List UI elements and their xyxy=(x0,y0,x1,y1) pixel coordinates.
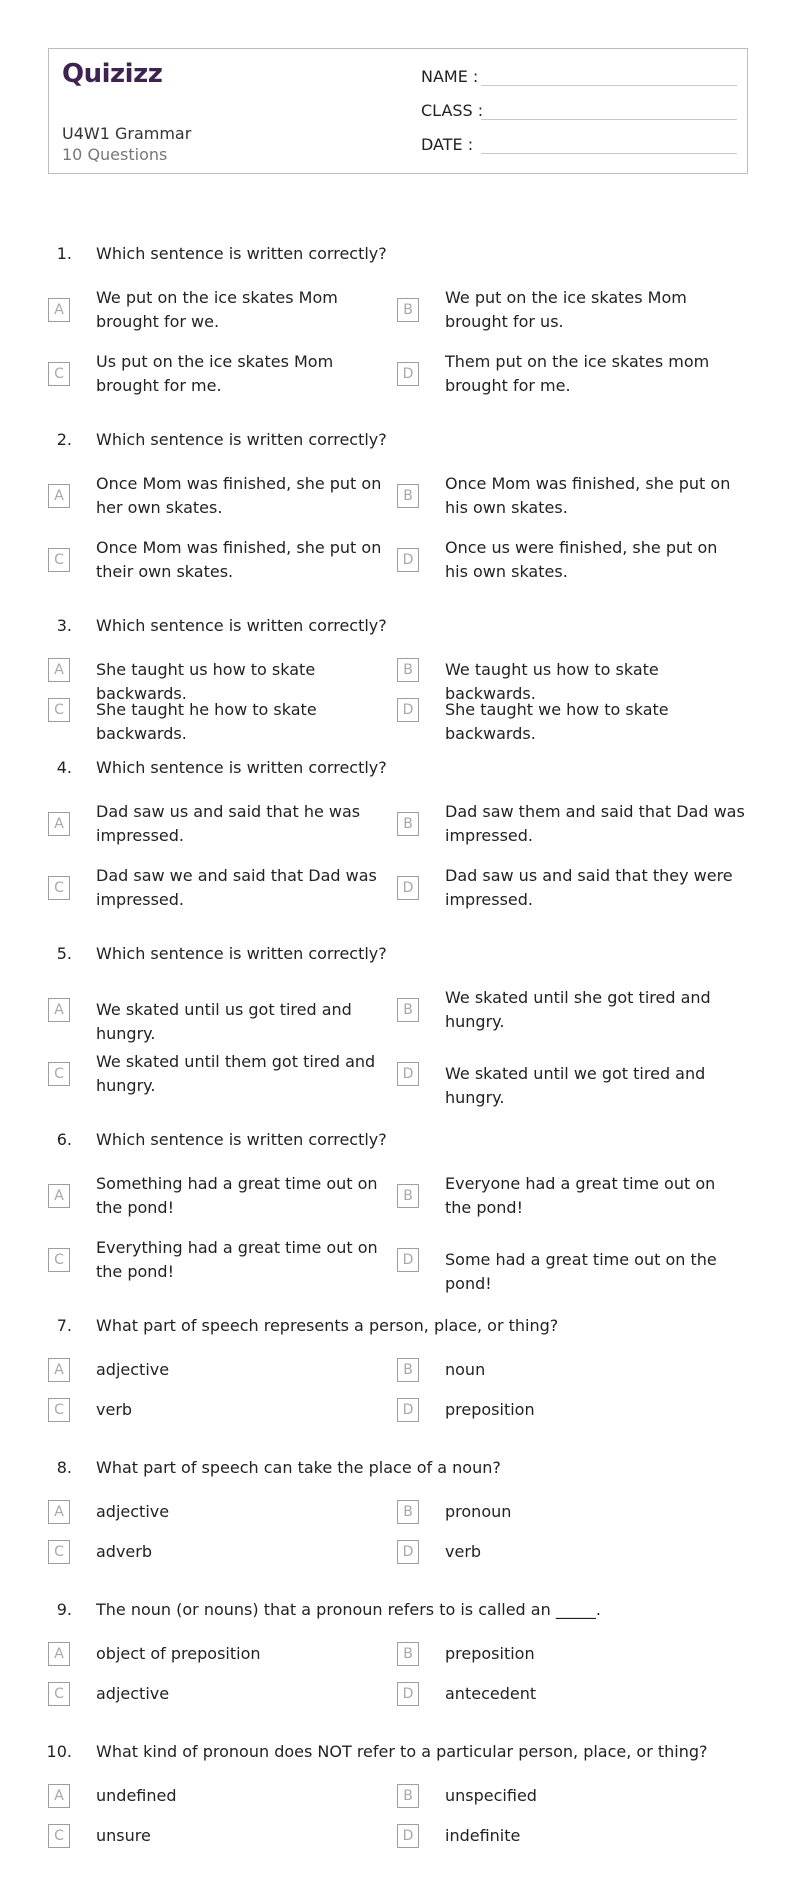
option-text: We taught us how to skate backwards. xyxy=(445,660,659,703)
class-label: CLASS : xyxy=(421,101,484,120)
question-text: What part of speech represents a person, place, or thing? xyxy=(96,1316,559,1335)
option-letter-box[interactable]: B xyxy=(397,812,419,836)
option-letter-box[interactable]: A xyxy=(48,298,70,322)
option-letter-box[interactable]: D xyxy=(397,698,419,722)
option-letter-box[interactable]: D xyxy=(397,1248,419,1272)
question-text: The noun (or nouns) that a pronoun refers to is called an _____. xyxy=(96,1600,601,1619)
option-text: Dad saw them and said that Dad was impressed. xyxy=(445,802,745,845)
option-letter-box[interactable]: C xyxy=(48,1682,70,1706)
option-text: unspecified xyxy=(445,1786,537,1805)
option-text: She taught us how to skate backwards. xyxy=(96,660,316,703)
question-text: What kind of pronoun does NOT refer to a particular person, place, or thing? xyxy=(96,1742,708,1761)
option-letter-box[interactable]: A xyxy=(48,484,70,508)
option-letter-box[interactable]: C xyxy=(48,876,70,900)
option-text: We skated until us got tired and hungry. xyxy=(96,1000,352,1043)
option-text: noun xyxy=(445,1360,486,1379)
question-number: 6. xyxy=(56,1130,72,1149)
option-letter-box[interactable]: B xyxy=(397,1642,419,1666)
option-letter-box[interactable]: D xyxy=(397,1682,419,1706)
option-text: Dad saw us and said that they were impressed. xyxy=(445,866,733,909)
option-text: verb xyxy=(445,1542,482,1561)
date-label: DATE : xyxy=(421,135,474,154)
option-text: preposition xyxy=(445,1400,535,1419)
class-line[interactable] xyxy=(481,101,737,120)
option-letter-box[interactable]: B xyxy=(397,298,419,322)
option-text: adjective xyxy=(96,1684,170,1703)
option-letter-box[interactable]: C xyxy=(48,1824,70,1848)
question-text: Which sentence is written correctly? xyxy=(96,244,387,263)
class-field[interactable] xyxy=(421,101,737,120)
question-number: 1. xyxy=(56,244,72,263)
quizizz-logo: Quizizz xyxy=(62,59,163,89)
option-letter-box[interactable]: B xyxy=(397,1358,419,1382)
option-text: We put on the ice skates Mom brought for we. xyxy=(96,288,338,331)
option-text: adjective xyxy=(96,1502,170,1521)
option-text: Once us were finished, she put on his own skates. xyxy=(445,538,718,581)
option-letter-box[interactable]: C xyxy=(48,698,70,722)
option-text: object of preposition xyxy=(96,1644,261,1663)
option-text: Them put on the ice skates mom brought for me. xyxy=(445,352,710,395)
option-text: She taught he how to skate backwards. xyxy=(96,700,317,743)
option-text: Everyone had a great time out on the pond! xyxy=(445,1174,716,1217)
option-text: Dad saw us and said that he was impressed. xyxy=(96,802,361,845)
option-letter-box[interactable]: B xyxy=(397,658,419,682)
question-number: 2. xyxy=(56,430,72,449)
option-text: She taught we how to skate backwards. xyxy=(445,700,669,743)
option-letter-box[interactable]: D xyxy=(397,548,419,572)
option-letter-box[interactable]: B xyxy=(397,484,419,508)
question-text: Which sentence is written correctly? xyxy=(96,944,387,963)
question-count: 10 Questions xyxy=(62,145,168,164)
option-text: We skated until them got tired and hungry. xyxy=(96,1052,376,1095)
option-text: Us put on the ice skates Mom brought for me. xyxy=(96,352,334,395)
question-text: Which sentence is written correctly? xyxy=(96,430,387,449)
option-letter-box[interactable]: A xyxy=(48,812,70,836)
question-text: Which sentence is written correctly? xyxy=(96,1130,387,1149)
option-text: Once Mom was finished, she put on her own skates. xyxy=(96,474,382,517)
option-letter-box[interactable]: B xyxy=(397,998,419,1022)
option-text: verb xyxy=(96,1400,133,1419)
option-text: antecedent xyxy=(445,1684,537,1703)
question-number: 9. xyxy=(56,1600,72,1619)
option-letter-box[interactable]: D xyxy=(397,1824,419,1848)
option-letter-box[interactable]: A xyxy=(48,998,70,1022)
question-number: 4. xyxy=(56,758,72,777)
option-text: Everything had a great time out on the pond! xyxy=(96,1238,378,1281)
option-letter-box[interactable]: C xyxy=(48,1248,70,1272)
question-number: 5. xyxy=(56,944,72,963)
name-label: NAME : xyxy=(421,67,479,86)
option-text: Dad saw we and said that Dad was impressed. xyxy=(96,866,377,909)
option-text: unsure xyxy=(96,1826,151,1845)
option-letter-box[interactable]: D xyxy=(397,1398,419,1422)
option-letter-box[interactable]: D xyxy=(397,1062,419,1086)
option-text: adverb xyxy=(96,1542,153,1561)
question-text: What part of speech can take the place of a noun? xyxy=(96,1458,501,1477)
option-letter-box[interactable]: C xyxy=(48,1062,70,1086)
option-letter-box[interactable]: B xyxy=(397,1784,419,1808)
option-letter-box[interactable]: D xyxy=(397,876,419,900)
date-line[interactable] xyxy=(481,135,737,154)
question-text: Which sentence is written correctly? xyxy=(96,758,387,777)
question-number: 7. xyxy=(56,1316,72,1335)
option-letter-box[interactable]: C xyxy=(48,1540,70,1564)
option-text: Once Mom was finished, she put on their own skates. xyxy=(96,538,382,581)
option-text: pronoun xyxy=(445,1502,512,1521)
option-letter-box[interactable]: C xyxy=(48,362,70,386)
name-line[interactable] xyxy=(481,67,737,86)
worksheet-title: U4W1 Grammar xyxy=(62,124,192,143)
question-text: Which sentence is written correctly? xyxy=(96,616,387,635)
option-letter-box[interactable]: B xyxy=(397,1184,419,1208)
option-text: We put on the ice skates Mom brought for us. xyxy=(445,288,687,331)
option-letter-box[interactable]: D xyxy=(397,362,419,386)
question-number: 3. xyxy=(56,616,72,635)
option-text: We skated until we got tired and hungry. xyxy=(445,1064,706,1107)
option-letter-box[interactable]: A xyxy=(48,1784,70,1808)
option-text: Something had a great time out on the pond! xyxy=(96,1174,378,1217)
option-letter-box[interactable]: D xyxy=(397,1540,419,1564)
option-text: Some had a great time out on the pond! xyxy=(445,1250,717,1293)
option-text: adjective xyxy=(96,1360,170,1379)
option-letter-box[interactable]: A xyxy=(48,1184,70,1208)
name-field[interactable] xyxy=(421,67,737,86)
option-text: preposition xyxy=(445,1644,535,1663)
option-text: indefinite xyxy=(445,1826,521,1845)
option-letter-box[interactable]: C xyxy=(48,548,70,572)
date-field[interactable] xyxy=(421,135,737,154)
option-text: undefined xyxy=(96,1786,177,1805)
question-number: 10. xyxy=(46,1742,72,1761)
option-letter-box[interactable]: B xyxy=(397,1500,419,1524)
question-number: 8. xyxy=(56,1458,72,1477)
option-text: We skated until she got tired and hungry. xyxy=(445,988,711,1031)
option-text: Once Mom was finished, she put on his own skates. xyxy=(445,474,731,517)
worksheet-header xyxy=(48,48,748,174)
option-letter-box[interactable]: A xyxy=(48,1358,70,1382)
option-letter-box[interactable]: A xyxy=(48,1500,70,1524)
option-letter-box[interactable]: A xyxy=(48,1642,70,1666)
option-letter-box[interactable]: C xyxy=(48,1398,70,1422)
option-letter-box[interactable]: A xyxy=(48,658,70,682)
